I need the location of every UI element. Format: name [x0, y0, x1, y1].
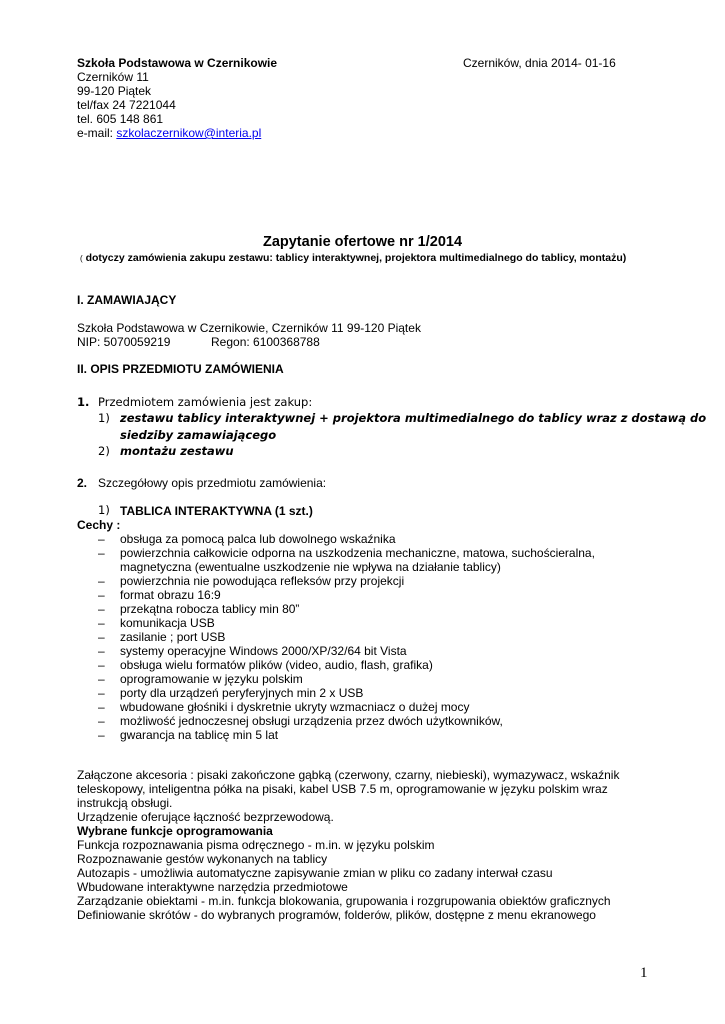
- list-item: – obsługa za pomocą palca lub dowolnego wskaźnika: [98, 532, 396, 546]
- place-date: Czerników, dnia 2014- 01-16: [463, 56, 616, 70]
- software-item: Definiowanie skrótów - do wybranych programów, folderów, plików, dostępne z menu ekranowego: [77, 908, 596, 922]
- list-item: – porty dla urządzeń peryferyjnych min 2 x USB: [98, 686, 364, 700]
- sub-2-text: montażu zestawu: [120, 444, 234, 458]
- dash-bullet: –: [98, 672, 105, 686]
- item-2-text: Szczegółowy opis przedmiotu zamówienia:: [98, 476, 327, 490]
- item-1-number: 1.: [77, 395, 90, 409]
- dash-bullet: –: [98, 728, 105, 742]
- accessories-line-1: Załączone akcesoria : pisaki zakończone gąbką (czerwony, czarny, niebieski), wymazywacz, wskaźnik: [77, 768, 620, 782]
- list-item: – zasilanie ; port USB: [98, 630, 226, 644]
- section-1-nip: NIP: 5070059219: [77, 335, 171, 349]
- address-line-1: Czerników 11: [77, 70, 149, 84]
- software-item: Wbudowane interaktywne narzędzia przedmiotowe: [77, 880, 348, 894]
- telfax: tel/fax 24 7221044: [77, 98, 176, 112]
- sub-1-number: 1): [98, 411, 110, 425]
- features-label: Cechy :: [77, 518, 121, 532]
- list-item: – obsługa wielu formatów plików (video, audio, flash, grafika): [98, 658, 433, 672]
- list-item: – możliwość jednoczesnej obsługi urządzenia przez dwóch użytkowników,: [98, 714, 503, 728]
- page-number: 1: [640, 965, 648, 981]
- dash-bullet: –: [98, 602, 105, 616]
- dash-bullet: –: [98, 588, 105, 602]
- connectivity-line: Urządzenie oferujące łączność bezprzewodową.: [77, 810, 334, 824]
- section-1-heading: I. ZAMAWIAJĄCY: [77, 293, 177, 307]
- board-title: TABLICA INTERAKTYWNA (1 szt.): [120, 504, 313, 518]
- list-item: – powierzchnia nie powodująca refleksów przy projekcji: [98, 574, 405, 588]
- school-name: Szkoła Podstawowa w Czernikowie: [77, 56, 278, 70]
- email-label: e-mail:: [77, 126, 117, 140]
- software-item: Autozapis - umożliwia automatyczne zapisywanie zmian w pliku co zadany interwał czasu: [77, 866, 553, 880]
- list-item: – systemy operacyjne Windows 2000/XP/32/64 bit Vista: [98, 644, 407, 658]
- item-2-number: 2.: [77, 476, 88, 490]
- software-heading: Wybrane funkcje oprogramowania: [77, 824, 273, 838]
- item-1-text: Przedmiotem zamówienia jest zakup:: [98, 395, 313, 409]
- address-line-2: 99-120 Piątek: [77, 84, 152, 98]
- section-2-heading: II. OPIS PRZEDMIOTU ZAMÓWIENIA: [77, 362, 284, 376]
- document-title: Zapytanie ofertowe nr 1/2014: [262, 234, 463, 250]
- section-1-regon: Regon: 6100368788: [211, 335, 320, 349]
- accessories-line-2: teleskopowy, inteligentna półka na pisaki, kabel USB 7.5 m, oprogramowanie w języku polskim wraz: [77, 782, 608, 796]
- list-item: – oprogramowanie w języku polskim: [98, 672, 303, 686]
- dash-bullet: –: [98, 686, 105, 700]
- section-1-address: Szkoła Podstawowa w Czernikowie, Czerników 11 99-120 Piątek: [77, 321, 421, 335]
- board-number: 1): [98, 503, 110, 517]
- dash-bullet: –: [98, 546, 105, 560]
- dash-bullet: –: [98, 574, 105, 588]
- dash-bullet: –: [98, 532, 105, 546]
- list-item: – format obrazu 16:9: [98, 588, 221, 602]
- list-item: – komunikacja USB: [98, 616, 215, 630]
- sub-1-text-cont: siedziby zamawiającego: [120, 428, 277, 442]
- dash-bullet: –: [98, 700, 105, 714]
- list-item: – przekątna robocza tablicy min 80”: [98, 602, 300, 616]
- software-item: Rozpoznawanie gestów wykonanych na tablicy: [77, 852, 328, 866]
- dash-bullet: –: [98, 616, 105, 630]
- dash-bullet: –: [98, 630, 105, 644]
- subtitle-text: dotyczy zamówienia zakupu zestawu: tablicy interaktywnej, projektora multimedialnego do tablicy, montażu): [85, 252, 627, 264]
- sub-2-number: 2): [98, 444, 110, 458]
- tel: tel. 605 148 861: [77, 112, 164, 126]
- sub-1-text: zestawu tablicy interaktywnej + projektora multimedialnego do tablicy wraz z dostawą do: [120, 411, 707, 425]
- dash-bullet: –: [98, 714, 105, 728]
- list-item: – powierzchnia całkowicie odporna na uszkodzenia mechaniczne, matowa, suchościeralna,: [98, 546, 595, 560]
- features-list: [0, 532, 725, 742]
- software-item: Zarządzanie obiektami - m.in. funkcja blokowania, grupowania i rozgrupowania obiektów graficznych: [77, 894, 611, 908]
- accessories-line-3: instrukcją obsługi.: [77, 796, 173, 810]
- email-line: [77, 126, 261, 140]
- list-item-continuation: magnetyczna (ewentualne uszkodzenie nie wpływa na działanie tablicy): [120, 560, 501, 574]
- software-item: Funkcja rozpoznawania pisma odręcznego - m.in. w języku polskim: [77, 838, 435, 852]
- dash-bullet: –: [98, 658, 105, 672]
- list-item: – gwarancja na tablicę min 5 lat: [98, 728, 279, 742]
- subtitle: [80, 252, 626, 265]
- list-item: – wbudowane głośniki i dyskretnie ukryty wzmacniacz o dużej mocy: [98, 700, 470, 714]
- dash-bullet: –: [98, 644, 105, 658]
- email-link[interactable]: szkolaczernikow@interia.pl: [116, 126, 262, 140]
- subtitle-paren: (: [80, 254, 83, 263]
